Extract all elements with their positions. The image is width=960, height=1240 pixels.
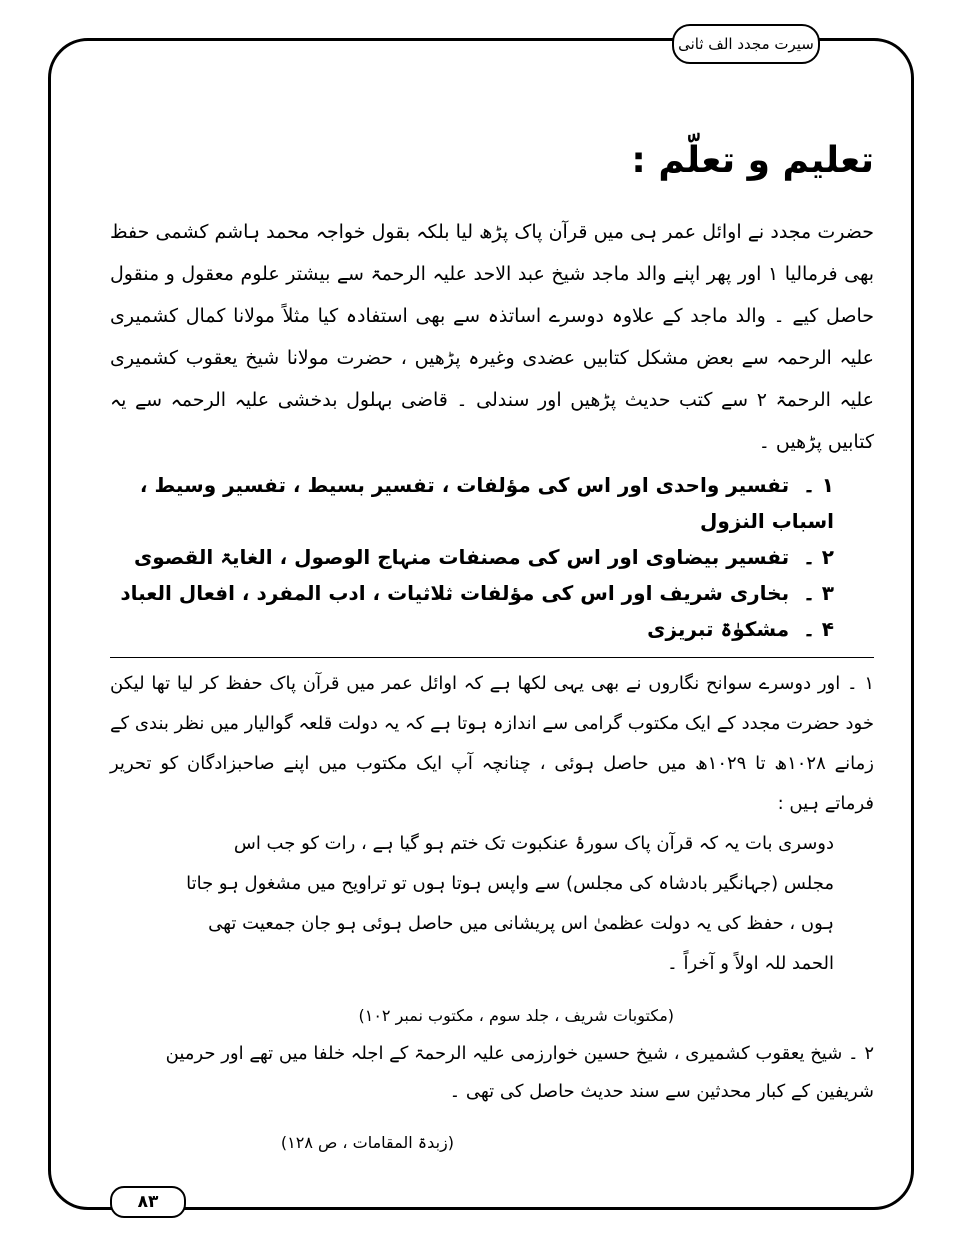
list-number: ۴ ۔ [803, 617, 834, 641]
list-text: مشکوٰۃ تبریزی [647, 617, 790, 641]
book-title: سیرت مجدد الف ثانی [678, 35, 814, 53]
footnote-reference-1: (مکتوبات شریف ، جلد سوم ، مکتوب نمبر ۱۰۲) [358, 1006, 674, 1025]
list-number: ۲ ۔ [803, 545, 834, 569]
section-heading: تعلیم و تعلّم : [631, 140, 874, 181]
book-list [110, 467, 874, 647]
page-number [110, 1186, 186, 1218]
main-paragraph: حضرت مجدد نے اوائل عمر ہی میں قرآن پاک پڑھ لیا بلکہ بقول خواجہ محمد ہاشم کشمی حفظ بھی فرمالیا ۱ اور پھر اپنے والد ماجد شیخ عبد الاحد علیہ الرحمۃ سے بیشتر علوم معقول و منقول حاصل کیے ۔ والد ماجد کے علاوہ دوسرے اساتذہ سے بھی استفادہ کیا مثلاً مولانا کمال کشمیری علیہ الرحمہ سے بعض مشکل کتابیں عضدی وغیرہ پڑھیں ، حضرت مولانا شیخ یعقوب کشمیری علیہ الرحمۃ ۲ سے کتب حدیث پڑھیں اور سندلی ۔ قاضی بہلول بدخشی علیہ الرحمہ سے یہ کتابیں پڑھیں ۔ [110, 221, 875, 453]
list-item [110, 575, 834, 611]
footnote-divider [110, 657, 874, 658]
page-content [110, 140, 874, 1152]
list-item [110, 467, 834, 539]
list-text: تفسیر بیضاوی اور اس کی مصنفات منہاج الوصول ، الغایۃ القصوی [133, 545, 790, 569]
list-item [110, 611, 834, 647]
list-item [110, 539, 834, 575]
list-number: ۱ ۔ [803, 473, 834, 497]
running-header [672, 24, 820, 64]
list-text: بخاری شریف اور اس کی مؤلفات ثلاثیات ، ادب المفرد ، افعال العباد [120, 581, 790, 605]
footnote-quote: دوسری بات یہ کہ قرآن پاک سورۂ عنکبوت تک ختم ہو گیا ہے ، رات کو جب اس مجلس (جہانگیر بادشاہ کی مجلس) سے واپس ہوتا ہوں تو تراویح میں مشغول ہو جاتا ہوں ، حفظ کی یہ دولت عظمیٰ اس پریشانی میں حاصل ہوئی ہو جان جمعیت تھی الحمد للہ اولاً و آخراً ۔ [186, 833, 834, 974]
page-number-text: ۸۳ [137, 1192, 159, 1212]
list-number: ۳ ۔ [803, 581, 834, 605]
footnote-reference-2: (زبدۃ المقامات ، ص ۱۲۸) [280, 1133, 454, 1152]
list-text: تفسیر واحدی اور اس کی مؤلفات ، تفسیر بسیط ، تفسیر وسیط ، اسباب النزول [139, 473, 834, 533]
footnote-1: ۱ ۔ اور دوسرے سوانح نگاروں نے بھی یہی لکھا ہے کہ اوائل عمر میں قرآن پاک حفظ کر لیا تھا لیکن خود حضرت مجدد کے ایک مکتوب گرامی سے اندازہ ہوتا ہے کہ یہ دولت قلعہ گوالیار میں نظر بندی کے زمانے ۱۰۲۸ھ تا ۱۰۲۹ھ میں حاصل ہوئی ، چنانچہ آپ ایک مکتوب میں اپنے صاحبزادگان کو تحریر فرماتے ہیں : [110, 673, 874, 814]
footnote-2: ۲ ۔ شیخ یعقوب کشمیری ، شیخ حسین خوارزمی علیہ الرحمۃ کے اجلہ خلفا میں تھے اور حرمین شریفین کے کبار محدثین سے سند حدیث حاصل کی تھی ۔ [165, 1043, 874, 1102]
